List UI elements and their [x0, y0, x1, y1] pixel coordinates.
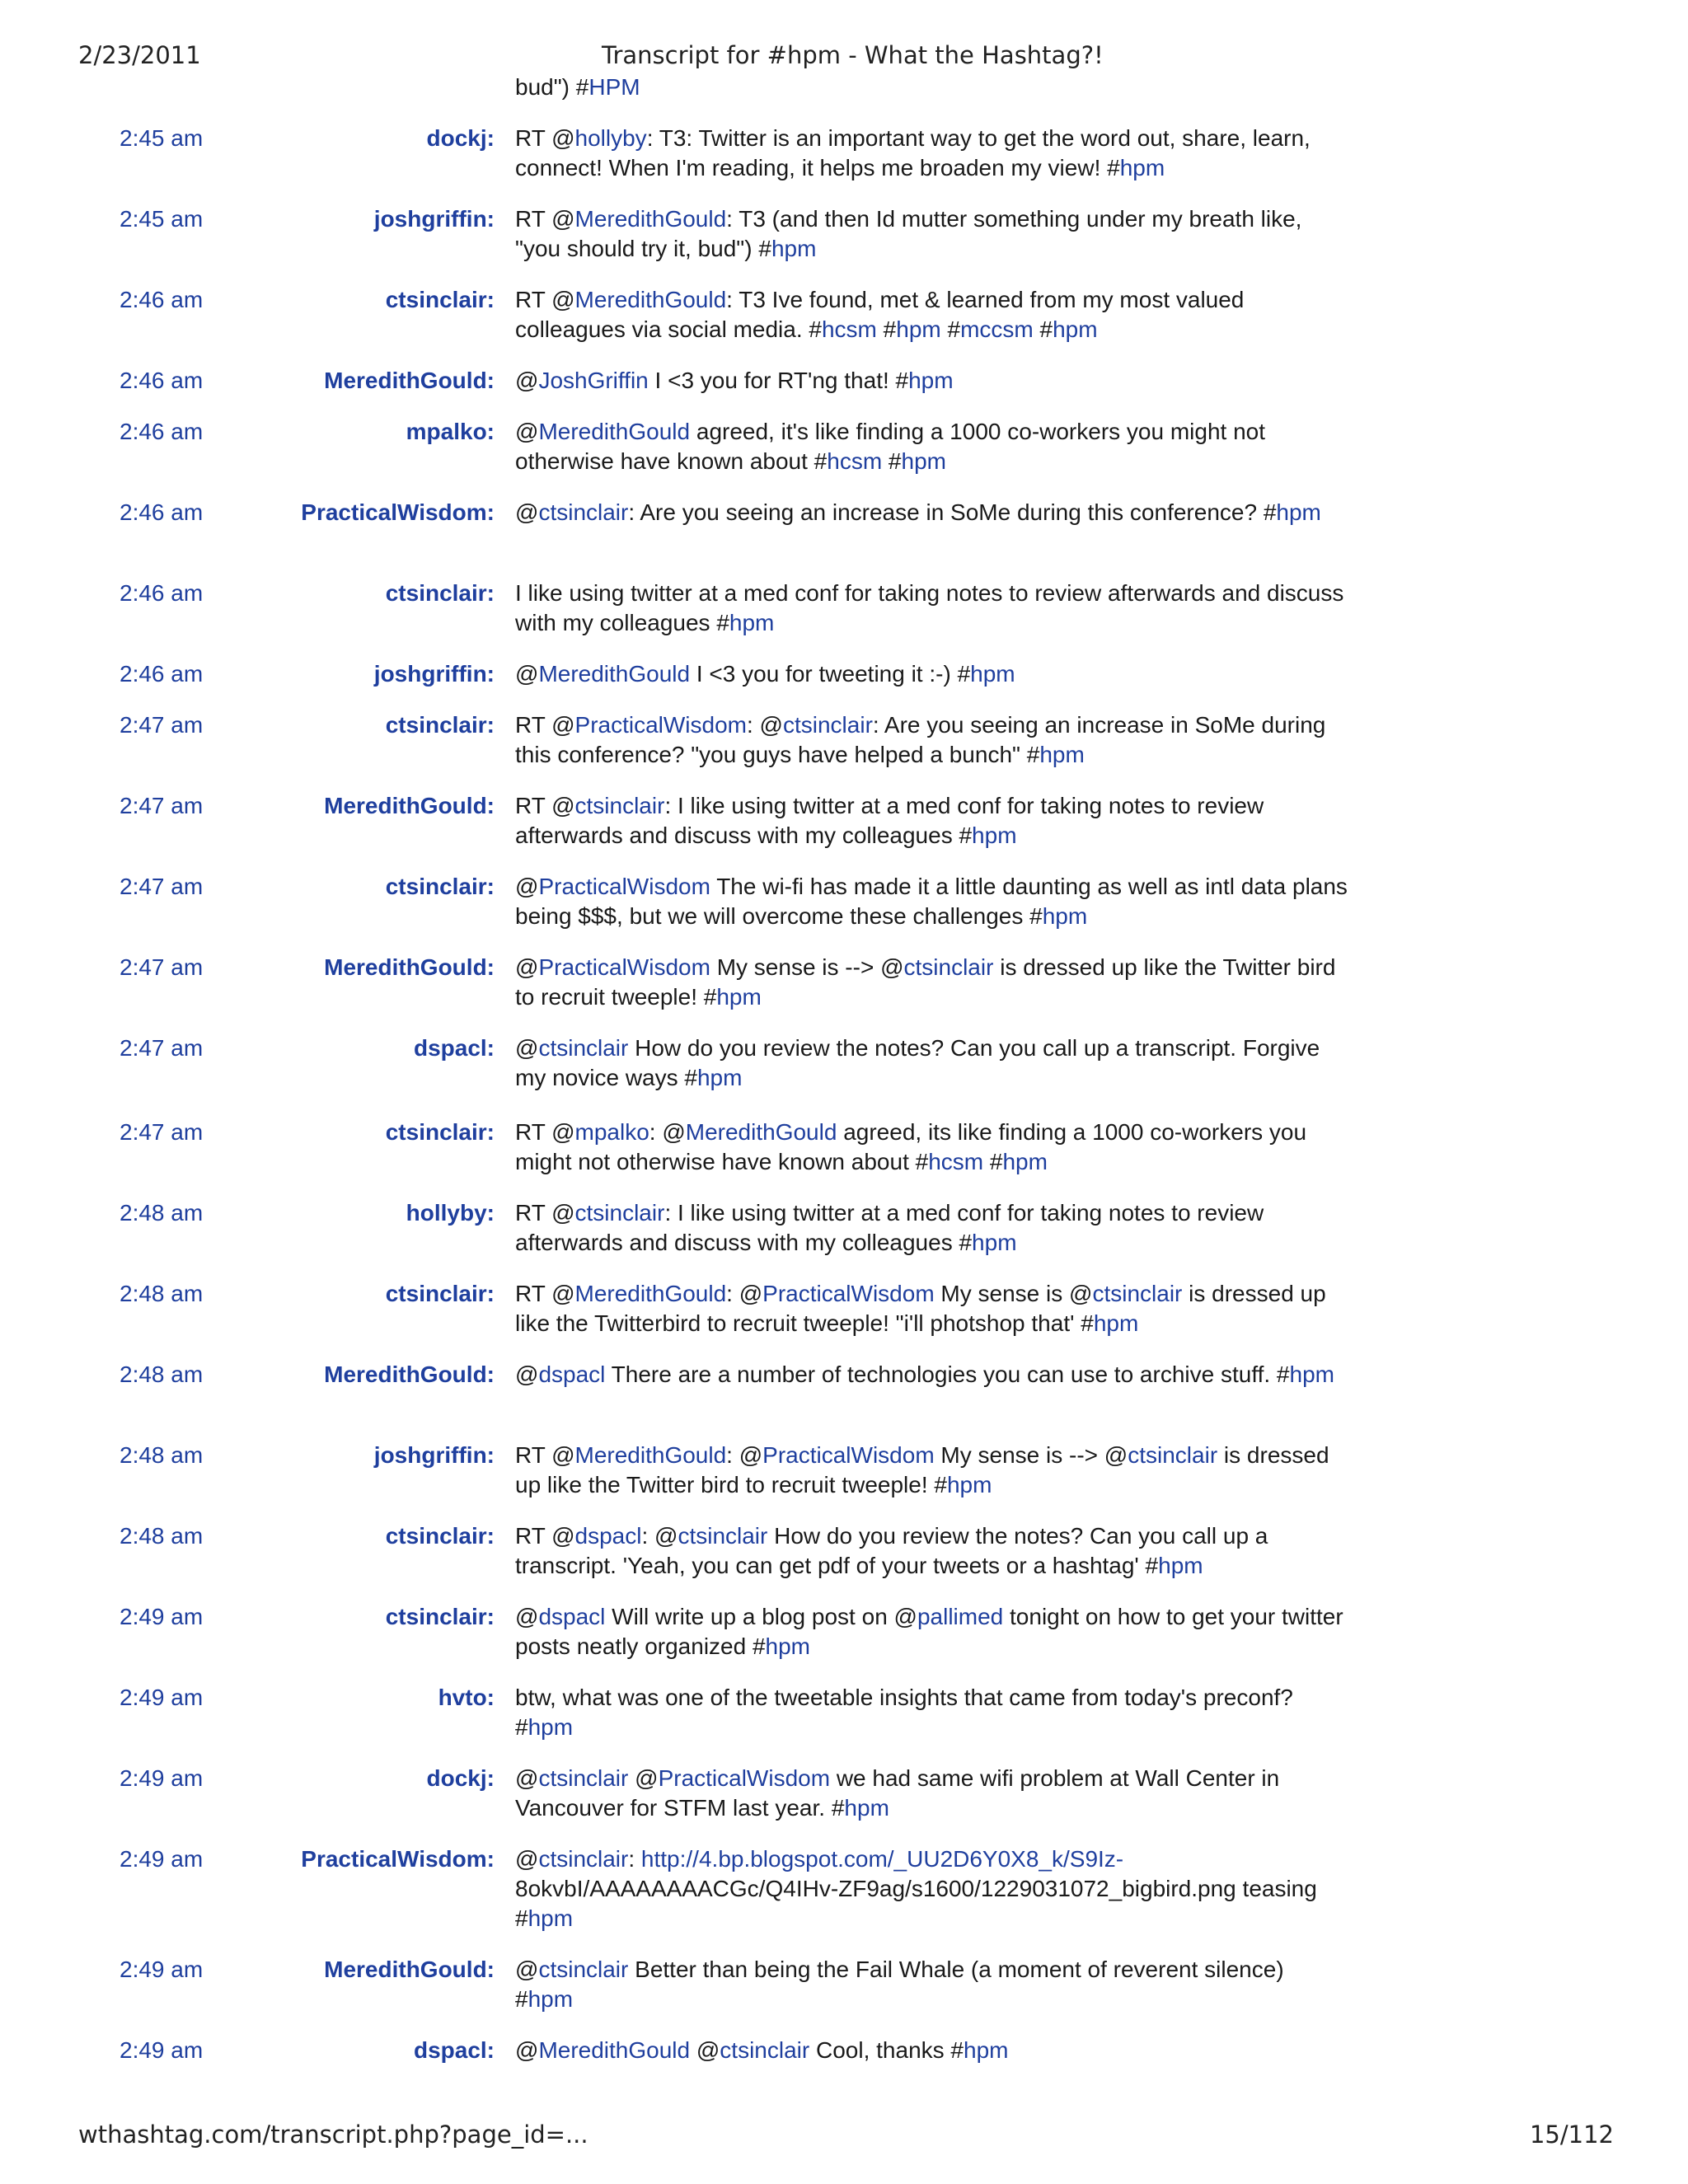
message-text: @: [515, 874, 539, 899]
entry-time[interactable]: 2:47 am: [120, 954, 204, 980]
entry-username[interactable]: PracticalWisdom:: [301, 1846, 495, 1872]
message-link[interactable]: ctsinclair: [538, 499, 629, 525]
entry-username[interactable]: dockj:: [426, 1765, 495, 1791]
entry-time[interactable]: 2:47 am: [120, 793, 204, 818]
message-text: @: [690, 2037, 720, 2063]
message-text: My sense is --> @: [934, 1442, 1128, 1468]
entry-username[interactable]: ctsinclair:: [385, 1119, 495, 1145]
entry-message: [515, 2036, 1348, 2065]
entry-time[interactable]: 2:48 am: [120, 1200, 204, 1226]
message-link[interactable]: hpm: [1093, 1310, 1139, 1336]
entry-username[interactable]: ctsinclair:: [385, 712, 495, 738]
message-text: Will write up a blog post on @: [605, 1604, 917, 1629]
message-text: is dressed up like the Twitterbird to recruit tweeple! "i'll photshop that' #: [515, 1281, 1326, 1336]
message-text: RT @: [515, 206, 575, 232]
message-link[interactable]: ctsinclair: [538, 1957, 629, 1982]
message-text: RT @: [515, 1200, 575, 1226]
message-link[interactable]: JoshGriffin: [538, 368, 649, 393]
message-link[interactable]: PracticalWisdom: [658, 1765, 831, 1791]
message-text: agreed, its like finding a 1000 co-workers you might not otherwise have known about #: [515, 1119, 1307, 1174]
message-text: : @: [641, 1523, 678, 1549]
message-text: : @: [649, 1119, 686, 1145]
message-link[interactable]: hpm: [771, 236, 817, 261]
page-number: 15/112: [1529, 2121, 1614, 2149]
entry-message: [515, 1279, 1348, 1338]
message-link[interactable]: PracticalWisdom: [538, 954, 710, 980]
entry-username[interactable]: ctsinclair:: [385, 1604, 495, 1629]
message-link[interactable]: hpm: [908, 368, 954, 393]
entry-time[interactable]: 2:49 am: [120, 1957, 204, 1982]
message-text: @: [515, 1846, 539, 1872]
message-link[interactable]: hpm: [716, 984, 762, 1010]
entry-username[interactable]: dspacl:: [413, 1035, 495, 1061]
entry-message: [515, 1764, 1348, 1823]
message-text: agreed, it's like finding a 1000 co-workers you might not otherwise have known about #: [515, 419, 1266, 474]
entry-username[interactable]: MeredithGould:: [324, 954, 495, 980]
entry-time[interactable]: 2:47 am: [120, 1119, 204, 1145]
message-link[interactable]: http://4.bp.blogspot.com/_UU2D6Y0X8_k/S9Iz-: [640, 1846, 1124, 1872]
message-text: How do you review the notes? Can you call up a transcript. 'Yeah, you can get pdf of your tweets or a hashtag' #: [515, 1523, 1268, 1578]
entry-time[interactable]: 2:46 am: [120, 368, 204, 393]
message-link[interactable]: MeredithGould: [538, 419, 691, 444]
message-link[interactable]: ctsinclair: [903, 954, 994, 980]
entry-message: [515, 1844, 1348, 1933]
entry-message: [515, 1683, 1348, 1742]
message-text: : T3 (and then Id mutter something under my breath like, "you should try it, bud") #: [515, 206, 1302, 261]
message-text: : I like using twitter at a med conf for taking notes to review afterwards and discuss with my colleagues #: [515, 793, 1264, 848]
entry-time[interactable]: 2:47 am: [120, 874, 204, 899]
message-text: RT @: [515, 287, 575, 312]
message-link[interactable]: hpm: [1002, 1149, 1048, 1174]
message-link[interactable]: ctsinclair: [782, 712, 873, 738]
message-link[interactable]: PracticalWisdom: [538, 874, 710, 899]
message-link[interactable]: hpm: [528, 1986, 574, 2012]
entry-message: [515, 1441, 1348, 1500]
message-text: RT @: [515, 125, 575, 151]
message-link[interactable]: hcsm: [928, 1149, 984, 1174]
message-text: bud") #: [515, 74, 589, 100]
message-link[interactable]: hpm: [901, 448, 946, 474]
entry-username[interactable]: mpalko:: [406, 419, 495, 444]
message-link[interactable]: hpm: [765, 1633, 810, 1659]
message-text: How do you review the notes? Can you call up a transcript. Forgive my novice ways #: [515, 1035, 1320, 1090]
message-text: @: [628, 1765, 659, 1791]
entry-username[interactable]: ctsinclair:: [385, 580, 495, 606]
entry-message: [515, 1521, 1348, 1581]
message-text: @: [515, 419, 539, 444]
message-text: : T3 Ive found, met & learned from my most valued colleagues via social media. #: [515, 287, 1245, 342]
message-text: : Are you seeing an increase in SoMe during this conference? "you guys have helped a bunch" #: [515, 712, 1326, 767]
entry-username[interactable]: ctsinclair:: [385, 1523, 495, 1549]
message-link[interactable]: pallimed: [917, 1604, 1004, 1629]
entry-time[interactable]: 2:48 am: [120, 1281, 204, 1306]
entry-message: [515, 366, 1348, 396]
entry-username[interactable]: hvto:: [438, 1685, 495, 1710]
message-link[interactable]: hcsm: [821, 316, 877, 342]
entry-username[interactable]: ctsinclair:: [385, 874, 495, 899]
entry-message: [515, 1118, 1348, 1177]
message-text: #: [882, 448, 902, 474]
message-link[interactable]: MeredithGould: [538, 2037, 691, 2063]
entry-time[interactable]: 2:48 am: [120, 1523, 204, 1549]
entry-username[interactable]: MeredithGould:: [324, 793, 495, 818]
message-link[interactable]: hollyby: [574, 125, 647, 151]
entry-time[interactable]: 2:46 am: [120, 287, 204, 312]
message-text: @: [515, 1957, 539, 1982]
message-link[interactable]: hpm: [1158, 1553, 1203, 1578]
message-link[interactable]: MeredithGould: [538, 661, 691, 687]
page-header-date: 2/23/2011: [78, 41, 201, 69]
message-text: #: [940, 316, 961, 342]
message-link[interactable]: MeredithGould: [574, 206, 727, 232]
message-text: : @: [726, 1281, 763, 1306]
message-link[interactable]: ctsinclair: [538, 1765, 629, 1791]
message-text: we had same wifi problem at Wall Center in Vancouver for STFM last year. #: [515, 1765, 1280, 1821]
message-text: : @: [726, 1442, 763, 1468]
message-link[interactable]: hpm: [946, 1472, 992, 1497]
message-text: @: [515, 499, 539, 525]
message-link[interactable]: mccsm: [960, 316, 1034, 342]
message-text: RT @: [515, 1442, 575, 1468]
message-link[interactable]: hpm: [896, 316, 941, 342]
entry-message: [515, 1033, 1348, 1093]
message-link[interactable]: dspacl: [574, 1523, 642, 1549]
message-link[interactable]: hpm: [844, 1795, 889, 1821]
entry-time[interactable]: 2:49 am: [120, 2037, 204, 2063]
message-link[interactable]: hpm: [1039, 742, 1085, 767]
entry-username[interactable]: MeredithGould:: [324, 1957, 495, 1982]
message-text: I <3 you for RT'ng that! #: [648, 368, 909, 393]
entry-time[interactable]: 2:49 am: [120, 1604, 204, 1629]
message-link[interactable]: hpm: [1053, 316, 1098, 342]
message-text: : T3: Twitter is an important way to get the word out, share, learn, connect! When I'm reading, it helps me broaden my view! #: [515, 125, 1311, 180]
message-link[interactable]: hpm: [1289, 1361, 1334, 1387]
message-text: The wi-fi has made it a little daunting as well as intl data plans being $$$, but we will overcome these challenges #: [515, 874, 1348, 929]
entry-username[interactable]: ctsinclair:: [385, 287, 495, 312]
message-link[interactable]: hpm: [970, 661, 1015, 687]
message-link[interactable]: hpm: [1119, 155, 1165, 180]
message-link[interactable]: hpm: [972, 1230, 1017, 1255]
entry-message: [515, 659, 1348, 689]
entry-time[interactable]: 2:46 am: [120, 661, 204, 687]
entry-username[interactable]: MeredithGould:: [324, 368, 495, 393]
message-link[interactable]: ctsinclair: [574, 793, 665, 818]
message-text: RT @: [515, 1281, 575, 1306]
entry-username[interactable]: dspacl:: [413, 2037, 495, 2063]
message-link[interactable]: PracticalWisdom: [762, 1281, 935, 1306]
message-link[interactable]: MeredithGould: [685, 1119, 837, 1145]
message-link[interactable]: MeredithGould: [574, 1281, 727, 1306]
message-link[interactable]: ctsinclair: [678, 1523, 768, 1549]
message-link[interactable]: MeredithGould: [574, 1442, 727, 1468]
entry-time[interactable]: 2:49 am: [120, 1685, 204, 1710]
message-text: 8okvbI/AAAAAAAACGc/Q4IHv-ZF9ag/s1600/1229031072_bigbird.png teasing #: [515, 1876, 1317, 1931]
message-text: @: [515, 1035, 539, 1061]
entry-time[interactable]: 2:49 am: [120, 1846, 204, 1872]
entry-message: [515, 417, 1348, 476]
message-link[interactable]: ctsinclair: [720, 2037, 810, 2063]
message-link[interactable]: PracticalWisdom: [574, 712, 747, 738]
entry-message: [515, 953, 1348, 1012]
entry-message: [515, 498, 1348, 527]
message-link[interactable]: hpm: [528, 1905, 574, 1931]
message-text: : @: [747, 712, 783, 738]
entry-message: [515, 710, 1348, 770]
message-text: @: [515, 2037, 539, 2063]
message-link[interactable]: hpm: [528, 1714, 574, 1740]
entry-message: [515, 791, 1348, 851]
entry-message: [515, 285, 1348, 344]
page-header-title: Transcript for #hpm - What the Hashtag?!: [602, 41, 1104, 69]
message-link[interactable]: HPM: [588, 74, 640, 100]
message-link[interactable]: dspacl: [538, 1361, 606, 1387]
message-text: RT @: [515, 793, 575, 818]
entry-message: [515, 1602, 1348, 1661]
message-link[interactable]: ctsinclair: [1128, 1442, 1218, 1468]
entry-username[interactable]: hollyby:: [406, 1200, 495, 1226]
message-text: @: [515, 1361, 539, 1387]
message-text: Cool, thanks #: [809, 2037, 964, 2063]
message-text: @: [515, 954, 539, 980]
entry-time[interactable]: 2:46 am: [120, 580, 204, 606]
message-text: #: [1033, 316, 1053, 342]
message-link[interactable]: hpm: [1042, 903, 1088, 929]
message-link[interactable]: MeredithGould: [574, 287, 727, 312]
message-text: RT @: [515, 1119, 575, 1145]
entry-message: [515, 204, 1348, 264]
message-text: :: [628, 1846, 641, 1872]
entry-message: [515, 1360, 1348, 1390]
entry-message: [515, 124, 1348, 183]
message-text: #: [983, 1149, 1003, 1174]
message-text: : Are you seeing an increase in SoMe during this conference? #: [628, 499, 1277, 525]
entry-username[interactable]: joshgriffin:: [373, 1442, 495, 1468]
message-text: My sense is --> @: [710, 954, 904, 980]
message-link[interactable]: hpm: [729, 610, 775, 635]
message-text: is dressed up like the Twitter bird to recruit tweeple! #: [515, 1442, 1329, 1497]
entry-username[interactable]: joshgriffin:: [373, 661, 495, 687]
message-text: I like using twitter at a med conf for taking notes to review afterwards and discuss with my colleagues #: [515, 580, 1344, 635]
entry-message: [515, 1955, 1348, 2014]
entry-username[interactable]: dockj:: [426, 125, 495, 151]
entry-time[interactable]: 2:45 am: [120, 206, 204, 232]
message-text: btw, what was one of the tweetable insights that came from today's preconf? #: [515, 1685, 1293, 1740]
message-link[interactable]: ctsinclair: [538, 1035, 629, 1061]
message-text: There are a number of technologies you can use to archive stuff. #: [605, 1361, 1290, 1387]
entry-username[interactable]: PracticalWisdom:: [301, 499, 495, 525]
entry-time[interactable]: 2:48 am: [120, 1442, 204, 1468]
message-link[interactable]: hpm: [1276, 499, 1321, 525]
message-link[interactable]: ctsinclair: [574, 1200, 665, 1226]
message-text: RT @: [515, 712, 575, 738]
message-link[interactable]: hcsm: [827, 448, 883, 474]
entry-username[interactable]: joshgriffin:: [373, 206, 495, 232]
entry-time[interactable]: 2:46 am: [120, 419, 204, 444]
message-text: @: [515, 1765, 539, 1791]
message-text: #: [876, 316, 897, 342]
message-text: tonight on how to get your twitter posts neatly organized #: [515, 1604, 1343, 1659]
message-link[interactable]: PracticalWisdom: [762, 1442, 935, 1468]
message-text: @: [515, 1604, 539, 1629]
entry-time[interactable]: 2:47 am: [120, 712, 204, 738]
message-link[interactable]: ctsinclair: [1092, 1281, 1183, 1306]
entry-message: [515, 1198, 1348, 1258]
entry-time[interactable]: 2:47 am: [120, 1035, 204, 1061]
message-text: My sense is @: [934, 1281, 1093, 1306]
entry-message: [515, 872, 1348, 931]
entry-time[interactable]: 2:49 am: [120, 1765, 204, 1791]
message-link[interactable]: mpalko: [574, 1119, 649, 1145]
message-text: RT @: [515, 1523, 575, 1549]
continued-message: [515, 73, 640, 102]
entry-time[interactable]: 2:48 am: [120, 1361, 204, 1387]
page-footer-url: wthashtag.com/transcript.php?page_id=...: [78, 2121, 588, 2149]
message-text: is dressed up like the Twitter bird to recruit tweeple! #: [515, 954, 1336, 1010]
message-link[interactable]: hpm: [696, 1065, 743, 1090]
entry-message: [515, 579, 1348, 638]
entry-username[interactable]: ctsinclair:: [385, 1281, 495, 1306]
entry-time[interactable]: 2:46 am: [120, 499, 204, 525]
message-text: @: [515, 661, 539, 687]
entry-username[interactable]: MeredithGould:: [324, 1361, 495, 1387]
message-link[interactable]: dspacl: [538, 1604, 606, 1629]
message-text: : I like using twitter at a med conf for taking notes to review afterwards and discuss with my colleagues #: [515, 1200, 1264, 1255]
message-link[interactable]: hpm: [964, 2037, 1009, 2063]
message-text: I <3 you for tweeting it :-) #: [690, 661, 971, 687]
message-link[interactable]: hpm: [972, 823, 1017, 848]
message-text: Better than being the Fail Whale (a moment of reverent silence) #: [515, 1957, 1284, 2012]
entry-time[interactable]: 2:45 am: [120, 125, 204, 151]
message-text: @: [515, 368, 539, 393]
message-link[interactable]: ctsinclair: [538, 1846, 629, 1872]
